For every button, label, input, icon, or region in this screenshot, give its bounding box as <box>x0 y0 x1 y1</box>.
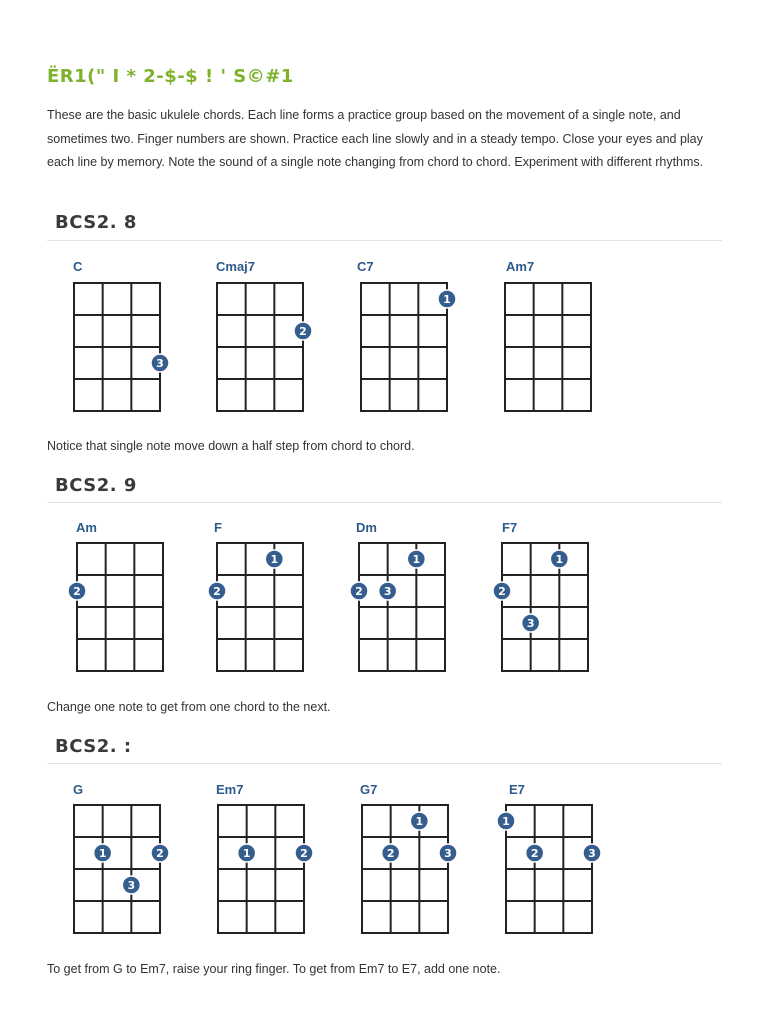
finger-number: 3 <box>127 879 136 892</box>
chord-name-f7: F7 <box>502 520 518 535</box>
finger-number: 3 <box>588 847 596 860</box>
finger-number: 3 <box>383 585 392 598</box>
chord-name-g: G <box>73 782 84 797</box>
chord-diagram-g7 <box>362 805 452 933</box>
chord-name-e7: E7 <box>509 782 525 797</box>
finger-number: 1 <box>502 815 510 828</box>
page-title: ËR1(" I * 2-$-$ ! ' S©#1 <box>47 66 294 87</box>
chord-diagram-c7 <box>361 283 451 411</box>
section-note-3: To get from G to Em7, raise your ring finger. To get from Em7 to E7, add one note. <box>47 962 501 976</box>
chord-diagram-f7 <box>498 543 588 671</box>
finger-number: 3 <box>156 357 164 370</box>
finger-number: 2 <box>386 847 395 860</box>
finger-number: 2 <box>498 585 506 598</box>
chord-diagram-cmaj7 <box>217 283 307 411</box>
section-divider-2 <box>47 502 722 503</box>
finger-number: 2 <box>299 325 307 338</box>
chord-name-c: C <box>73 259 83 274</box>
finger-number: 1 <box>98 847 107 860</box>
chord-name-dm: Dm <box>356 520 377 535</box>
finger-number: 1 <box>555 553 564 566</box>
section-divider-3 <box>47 763 722 764</box>
section-divider-1 <box>47 240 722 241</box>
chord-diagram-am <box>73 543 163 671</box>
chord-diagram-c <box>74 283 164 411</box>
finger-number: 2 <box>300 847 308 860</box>
chord-diagram-e7 <box>502 805 596 933</box>
finger-number: 2 <box>73 585 81 598</box>
section-heading-3: BCS2. : <box>55 736 132 757</box>
chord-diagram-g <box>74 805 164 933</box>
chord-name-g7: G7 <box>360 782 378 797</box>
finger-number: 1 <box>443 293 451 306</box>
chord-diagram-em7 <box>218 805 308 933</box>
finger-number: 1 <box>412 553 421 566</box>
section-heading-1: BCS2. 8 <box>55 212 137 233</box>
chord-diagram-am7 <box>505 283 591 411</box>
chord-name-cmaj7: Cmaj7 <box>216 259 256 274</box>
finger-number: 1 <box>242 847 251 860</box>
finger-number: 3 <box>526 617 535 630</box>
finger-number: 1 <box>270 553 279 566</box>
section-note-2: Change one note to get from one chord to the next. <box>47 700 331 714</box>
chord-name-am: Am <box>76 520 97 535</box>
finger-number: 2 <box>355 585 363 598</box>
intro-paragraph: These are the basic ukulele chords. Each line forms a practice group based on the movement of a single note, and sometimes two. Finger numbers are shown. Practice each line slowly and in a steady tempo. Close your eyes and play each line by memory. Note the sound of a single note changing from chord to chord. Experiment with different rhythms. <box>47 108 704 169</box>
finger-number: 1 <box>415 815 424 828</box>
finger-number: 2 <box>530 847 539 860</box>
chord-diagram-dm <box>355 543 445 671</box>
finger-number: 3 <box>444 847 452 860</box>
finger-number: 2 <box>213 585 221 598</box>
chord-name-c7: C7 <box>357 259 374 274</box>
chord-name-f: F <box>214 520 222 535</box>
section-note-1: Notice that single note move down a half step from chord to chord. <box>47 439 415 453</box>
finger-number: 2 <box>156 847 164 860</box>
section-heading-2: BCS2. 9 <box>55 475 137 496</box>
chord-name-am7: Am7 <box>506 259 535 274</box>
chord-name-em7: Em7 <box>216 782 244 797</box>
chord-diagram-f <box>213 543 303 671</box>
